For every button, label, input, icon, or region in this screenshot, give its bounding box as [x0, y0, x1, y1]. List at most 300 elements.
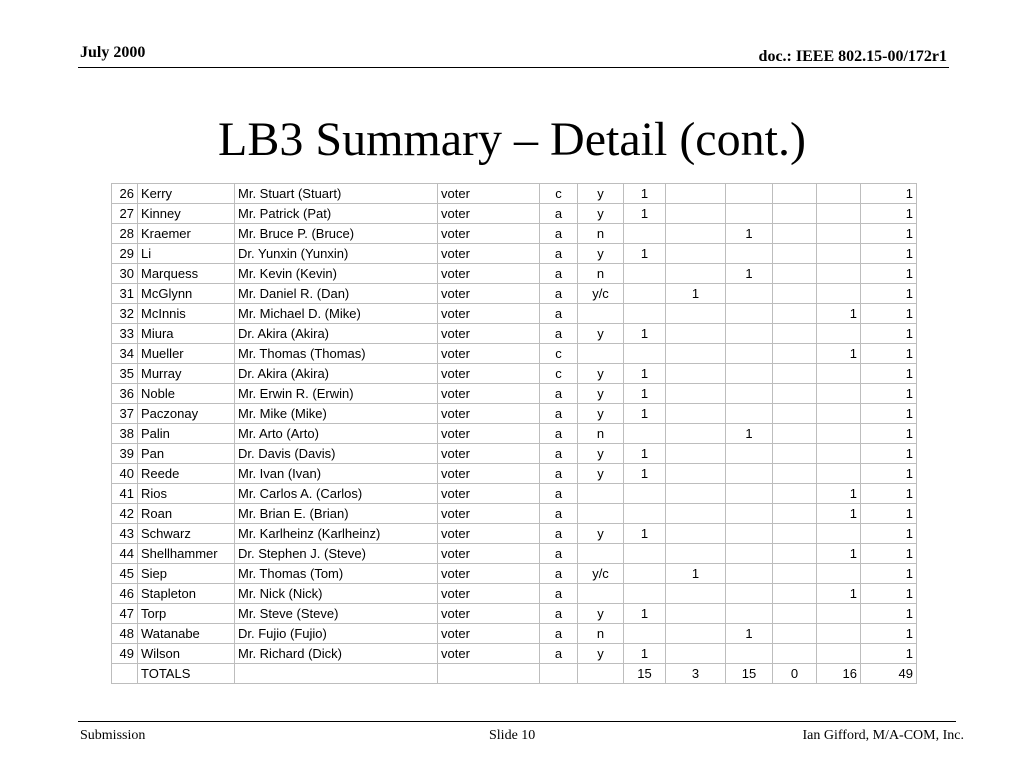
cell-col-e: a: [540, 644, 578, 664]
cell-col-k: [817, 364, 861, 384]
cell-col-h: [666, 424, 726, 444]
table-row: [112, 324, 917, 344]
cell-col-e: [540, 664, 578, 684]
cell-row-number: 45: [112, 564, 138, 584]
cell-col-f: y: [578, 184, 624, 204]
cell-full-name: Mr. Stuart (Stuart): [235, 184, 438, 204]
cell-col-g: [624, 544, 666, 564]
cell-col-k: [817, 424, 861, 444]
cell-col-h: [666, 444, 726, 464]
table-row: [112, 284, 917, 304]
cell-col-h: [666, 624, 726, 644]
cell-row-number: 35: [112, 364, 138, 384]
cell-col-j: [773, 564, 817, 584]
cell-status: voter: [438, 624, 540, 644]
cell-col-j: [773, 364, 817, 384]
cell-col-i: 1: [726, 224, 773, 244]
cell-row-number: 41: [112, 484, 138, 504]
cell-col-k: [817, 564, 861, 584]
cell-row-number: 32: [112, 304, 138, 324]
cell-full-name: Dr. Akira (Akira): [235, 324, 438, 344]
cell-col-g: [624, 624, 666, 644]
cell-col-e: a: [540, 244, 578, 264]
cell-col-total: 49: [861, 664, 917, 684]
cell-col-total: 1: [861, 644, 917, 664]
cell-col-g: 1: [624, 644, 666, 664]
table-row: [112, 604, 917, 624]
cell-col-k: [817, 604, 861, 624]
cell-col-f: y: [578, 644, 624, 664]
cell-col-e: c: [540, 184, 578, 204]
cell-last-name: Reede: [138, 464, 235, 484]
table-row: [112, 364, 917, 384]
cell-col-g: 1: [624, 444, 666, 464]
cell-col-h: [666, 364, 726, 384]
cell-col-j: [773, 464, 817, 484]
cell-last-name: Paczonay: [138, 404, 235, 424]
cell-col-i: [726, 204, 773, 224]
cell-status: voter: [438, 204, 540, 224]
cell-col-e: a: [540, 324, 578, 344]
cell-col-k: [817, 184, 861, 204]
cell-row-number: 28: [112, 224, 138, 244]
cell-col-e: a: [540, 584, 578, 604]
cell-last-name: McGlynn: [138, 284, 235, 304]
cell-col-e: a: [540, 504, 578, 524]
cell-full-name: Mr. Daniel R. (Dan): [235, 284, 438, 304]
cell-col-total: 1: [861, 424, 917, 444]
table-row: [112, 204, 917, 224]
cell-row-number: 37: [112, 404, 138, 424]
cell-col-g: [624, 424, 666, 444]
cell-col-h: [666, 224, 726, 244]
cell-full-name: Dr. Akira (Akira): [235, 364, 438, 384]
cell-col-j: [773, 644, 817, 664]
cell-col-f: y/c: [578, 284, 624, 304]
cell-col-k: 1: [817, 344, 861, 364]
cell-row-number: 46: [112, 584, 138, 604]
cell-col-total: 1: [861, 204, 917, 224]
cell-status: voter: [438, 404, 540, 424]
cell-full-name: Mr. Thomas (Tom): [235, 564, 438, 584]
cell-full-name: Mr. Michael D. (Mike): [235, 304, 438, 324]
cell-col-i: [726, 524, 773, 544]
cell-col-e: a: [540, 224, 578, 244]
cell-full-name: Mr. Richard (Dick): [235, 644, 438, 664]
cell-last-name: Miura: [138, 324, 235, 344]
cell-last-name: Roan: [138, 504, 235, 524]
cell-status: voter: [438, 504, 540, 524]
cell-row-number: 44: [112, 544, 138, 564]
cell-col-f: y: [578, 464, 624, 484]
cell-col-i: [726, 384, 773, 404]
cell-col-j: 0: [773, 664, 817, 684]
cell-full-name: Mr. Patrick (Pat): [235, 204, 438, 224]
cell-col-k: [817, 444, 861, 464]
cell-col-i: [726, 444, 773, 464]
cell-col-h: [666, 584, 726, 604]
cell-col-g: [624, 564, 666, 584]
cell-status: voter: [438, 244, 540, 264]
cell-col-k: [817, 404, 861, 424]
cell-col-i: 1: [726, 624, 773, 644]
cell-col-h: [666, 544, 726, 564]
cell-last-name: Murray: [138, 364, 235, 384]
cell-full-name: [235, 664, 438, 684]
cell-col-k: [817, 264, 861, 284]
cell-col-k: [817, 244, 861, 264]
cell-col-j: [773, 184, 817, 204]
cell-last-name: Siep: [138, 564, 235, 584]
cell-col-total: 1: [861, 504, 917, 524]
cell-col-j: [773, 604, 817, 624]
cell-col-j: [773, 244, 817, 264]
cell-col-i: 1: [726, 424, 773, 444]
cell-col-g: 1: [624, 184, 666, 204]
cell-col-total: 1: [861, 584, 917, 604]
cell-col-i: [726, 484, 773, 504]
cell-full-name: Mr. Arto (Arto): [235, 424, 438, 444]
cell-col-total: 1: [861, 624, 917, 644]
table-row: [112, 444, 917, 464]
cell-status: voter: [438, 184, 540, 204]
cell-col-j: [773, 284, 817, 304]
cell-col-g: 1: [624, 464, 666, 484]
cell-status: voter: [438, 564, 540, 584]
cell-col-total: 1: [861, 404, 917, 424]
cell-col-h: [666, 384, 726, 404]
cell-col-h: [666, 184, 726, 204]
cell-col-k: [817, 624, 861, 644]
cell-col-j: [773, 584, 817, 604]
cell-col-i: [726, 344, 773, 364]
cell-full-name: Mr. Thomas (Thomas): [235, 344, 438, 364]
cell-row-number: 36: [112, 384, 138, 404]
cell-last-name: Li: [138, 244, 235, 264]
cell-col-total: 1: [861, 184, 917, 204]
cell-col-j: [773, 444, 817, 464]
cell-col-h: [666, 504, 726, 524]
table-row: [112, 184, 917, 204]
table-row: [112, 544, 917, 564]
cell-col-e: a: [540, 424, 578, 444]
cell-col-k: [817, 524, 861, 544]
cell-col-k: [817, 324, 861, 344]
cell-col-total: 1: [861, 344, 917, 364]
cell-col-k: [817, 224, 861, 244]
cell-last-name: Torp: [138, 604, 235, 624]
cell-col-f: [578, 664, 624, 684]
cell-col-total: 1: [861, 244, 917, 264]
cell-col-g: [624, 264, 666, 284]
cell-col-h: [666, 604, 726, 624]
cell-col-i: 15: [726, 664, 773, 684]
cell-col-e: a: [540, 624, 578, 644]
cell-full-name: Mr. Karlheinz (Karlheinz): [235, 524, 438, 544]
cell-col-g: 1: [624, 324, 666, 344]
cell-col-f: y: [578, 204, 624, 224]
cell-col-i: [726, 604, 773, 624]
cell-col-g: [624, 304, 666, 324]
cell-col-f: y: [578, 244, 624, 264]
cell-col-e: a: [540, 484, 578, 504]
table-row: [112, 564, 917, 584]
cell-status: voter: [438, 544, 540, 564]
summary-table-body: [112, 184, 917, 684]
cell-col-f: y: [578, 444, 624, 464]
table-row: [112, 464, 917, 484]
table-row: [112, 484, 917, 504]
cell-col-h: [666, 344, 726, 364]
cell-full-name: Mr. Steve (Steve): [235, 604, 438, 624]
cell-row-number: 43: [112, 524, 138, 544]
cell-col-h: [666, 484, 726, 504]
cell-col-f: [578, 304, 624, 324]
cell-col-h: [666, 524, 726, 544]
cell-row-number: 30: [112, 264, 138, 284]
cell-full-name: Mr. Brian E. (Brian): [235, 504, 438, 524]
cell-row-number: 40: [112, 464, 138, 484]
cell-col-g: 1: [624, 384, 666, 404]
cell-last-name: Schwarz: [138, 524, 235, 544]
cell-full-name: Mr. Ivan (Ivan): [235, 464, 438, 484]
cell-col-f: n: [578, 264, 624, 284]
cell-col-g: [624, 344, 666, 364]
cell-full-name: Dr. Stephen J. (Steve): [235, 544, 438, 564]
cell-col-i: 1: [726, 264, 773, 284]
cell-full-name: Mr. Kevin (Kevin): [235, 264, 438, 284]
cell-col-g: 1: [624, 204, 666, 224]
cell-col-f: y: [578, 404, 624, 424]
cell-col-j: [773, 324, 817, 344]
cell-col-j: [773, 344, 817, 364]
cell-col-e: a: [540, 444, 578, 464]
cell-last-name: Watanabe: [138, 624, 235, 644]
cell-col-j: [773, 624, 817, 644]
cell-status: voter: [438, 444, 540, 464]
table-row: [112, 344, 917, 364]
cell-col-f: [578, 344, 624, 364]
cell-last-name: McInnis: [138, 304, 235, 324]
cell-col-i: [726, 244, 773, 264]
cell-col-i: [726, 404, 773, 424]
cell-row-number: 26: [112, 184, 138, 204]
cell-col-h: 1: [666, 284, 726, 304]
cell-col-j: [773, 224, 817, 244]
table-row: [112, 524, 917, 544]
cell-row-number: [112, 664, 138, 684]
cell-col-total: 1: [861, 464, 917, 484]
cell-col-total: 1: [861, 604, 917, 624]
cell-col-e: a: [540, 404, 578, 424]
cell-row-number: 34: [112, 344, 138, 364]
cell-col-f: n: [578, 624, 624, 644]
cell-col-k: 1: [817, 484, 861, 504]
cell-col-j: [773, 424, 817, 444]
cell-status: voter: [438, 324, 540, 344]
cell-col-g: 1: [624, 604, 666, 624]
cell-col-g: [624, 584, 666, 604]
summary-table: [111, 183, 917, 684]
totals-row: [112, 664, 917, 684]
cell-col-e: a: [540, 304, 578, 324]
cell-col-h: 3: [666, 664, 726, 684]
summary-table-container: [111, 183, 917, 684]
cell-col-h: [666, 324, 726, 344]
footer-slide-number: Slide 10: [489, 728, 536, 743]
cell-status: [438, 664, 540, 684]
cell-col-total: 1: [861, 444, 917, 464]
cell-status: voter: [438, 364, 540, 384]
cell-col-e: a: [540, 284, 578, 304]
cell-col-e: c: [540, 344, 578, 364]
table-row: [112, 504, 917, 524]
cell-col-j: [773, 204, 817, 224]
cell-col-f: y: [578, 364, 624, 384]
cell-col-g: 1: [624, 524, 666, 544]
cell-full-name: Mr. Erwin R. (Erwin): [235, 384, 438, 404]
cell-col-j: [773, 304, 817, 324]
cell-col-j: [773, 484, 817, 504]
cell-last-name: Kerry: [138, 184, 235, 204]
cell-last-name: Kraemer: [138, 224, 235, 244]
cell-col-h: [666, 264, 726, 284]
cell-status: voter: [438, 284, 540, 304]
slide-title: LB3 Summary – Detail (cont.): [218, 113, 806, 166]
cell-col-g: 1: [624, 404, 666, 424]
cell-col-k: [817, 464, 861, 484]
header-date: July 2000: [80, 44, 146, 61]
cell-col-i: [726, 584, 773, 604]
cell-col-g: [624, 284, 666, 304]
cell-full-name: Dr. Fujio (Fujio): [235, 624, 438, 644]
cell-col-i: [726, 284, 773, 304]
cell-col-i: [726, 184, 773, 204]
cell-col-i: [726, 324, 773, 344]
cell-col-j: [773, 404, 817, 424]
cell-col-e: c: [540, 364, 578, 384]
cell-col-total: 1: [861, 564, 917, 584]
cell-status: voter: [438, 464, 540, 484]
cell-last-name: Pan: [138, 444, 235, 464]
cell-row-number: 42: [112, 504, 138, 524]
cell-row-number: 47: [112, 604, 138, 624]
cell-row-number: 33: [112, 324, 138, 344]
cell-col-j: [773, 264, 817, 284]
table-row: [112, 624, 917, 644]
cell-full-name: Dr. Yunxin (Yunxin): [235, 244, 438, 264]
cell-status: voter: [438, 604, 540, 624]
cell-col-g: [624, 504, 666, 524]
cell-row-number: 27: [112, 204, 138, 224]
table-row: [112, 244, 917, 264]
cell-col-total: 1: [861, 484, 917, 504]
cell-col-j: [773, 384, 817, 404]
cell-row-number: 48: [112, 624, 138, 644]
cell-col-e: a: [540, 384, 578, 404]
cell-col-i: [726, 544, 773, 564]
cell-status: voter: [438, 304, 540, 324]
cell-row-number: 49: [112, 644, 138, 664]
cell-col-k: [817, 284, 861, 304]
cell-col-f: y: [578, 604, 624, 624]
cell-row-number: 38: [112, 424, 138, 444]
cell-col-i: [726, 364, 773, 384]
cell-col-h: [666, 304, 726, 324]
cell-col-g: 15: [624, 664, 666, 684]
cell-col-total: 1: [861, 524, 917, 544]
cell-col-f: y: [578, 324, 624, 344]
cell-col-h: [666, 204, 726, 224]
cell-col-j: [773, 504, 817, 524]
cell-full-name: Mr. Carlos A. (Carlos): [235, 484, 438, 504]
cell-last-name: Marquess: [138, 264, 235, 284]
table-row: [112, 264, 917, 284]
cell-col-e: a: [540, 524, 578, 544]
table-row: [112, 384, 917, 404]
cell-col-i: [726, 304, 773, 324]
cell-col-g: 1: [624, 364, 666, 384]
cell-col-total: 1: [861, 364, 917, 384]
table-row: [112, 404, 917, 424]
cell-col-e: a: [540, 464, 578, 484]
cell-col-i: [726, 464, 773, 484]
cell-col-total: 1: [861, 224, 917, 244]
cell-last-name: Wilson: [138, 644, 235, 664]
cell-col-j: [773, 524, 817, 544]
cell-status: voter: [438, 524, 540, 544]
cell-col-h: [666, 644, 726, 664]
cell-col-total: 1: [861, 544, 917, 564]
cell-status: voter: [438, 264, 540, 284]
cell-col-j: [773, 544, 817, 564]
cell-last-name: TOTALS: [138, 664, 235, 684]
cell-col-e: a: [540, 264, 578, 284]
cell-row-number: 31: [112, 284, 138, 304]
cell-col-k: 1: [817, 504, 861, 524]
cell-row-number: 39: [112, 444, 138, 464]
table-row: [112, 424, 917, 444]
cell-last-name: Stapleton: [138, 584, 235, 604]
cell-status: voter: [438, 224, 540, 244]
cell-last-name: Rios: [138, 484, 235, 504]
cell-full-name: Mr. Nick (Nick): [235, 584, 438, 604]
cell-row-number: 29: [112, 244, 138, 264]
cell-col-k: 1: [817, 584, 861, 604]
cell-col-k: [817, 644, 861, 664]
cell-col-e: a: [540, 564, 578, 584]
cell-col-f: y/c: [578, 564, 624, 584]
cell-full-name: Dr. Davis (Davis): [235, 444, 438, 464]
cell-col-total: 1: [861, 284, 917, 304]
cell-col-k: [817, 204, 861, 224]
cell-col-h: [666, 404, 726, 424]
cell-col-f: [578, 484, 624, 504]
table-row: [112, 304, 917, 324]
footer-submission: Submission: [80, 728, 146, 743]
cell-col-g: [624, 224, 666, 244]
cell-col-total: 1: [861, 324, 917, 344]
header-divider: [78, 67, 949, 68]
cell-col-k: 1: [817, 304, 861, 324]
cell-col-g: [624, 484, 666, 504]
cell-col-h: 1: [666, 564, 726, 584]
table-row: [112, 224, 917, 244]
cell-col-f: [578, 504, 624, 524]
cell-col-f: n: [578, 224, 624, 244]
cell-col-i: [726, 644, 773, 664]
cell-col-h: [666, 464, 726, 484]
